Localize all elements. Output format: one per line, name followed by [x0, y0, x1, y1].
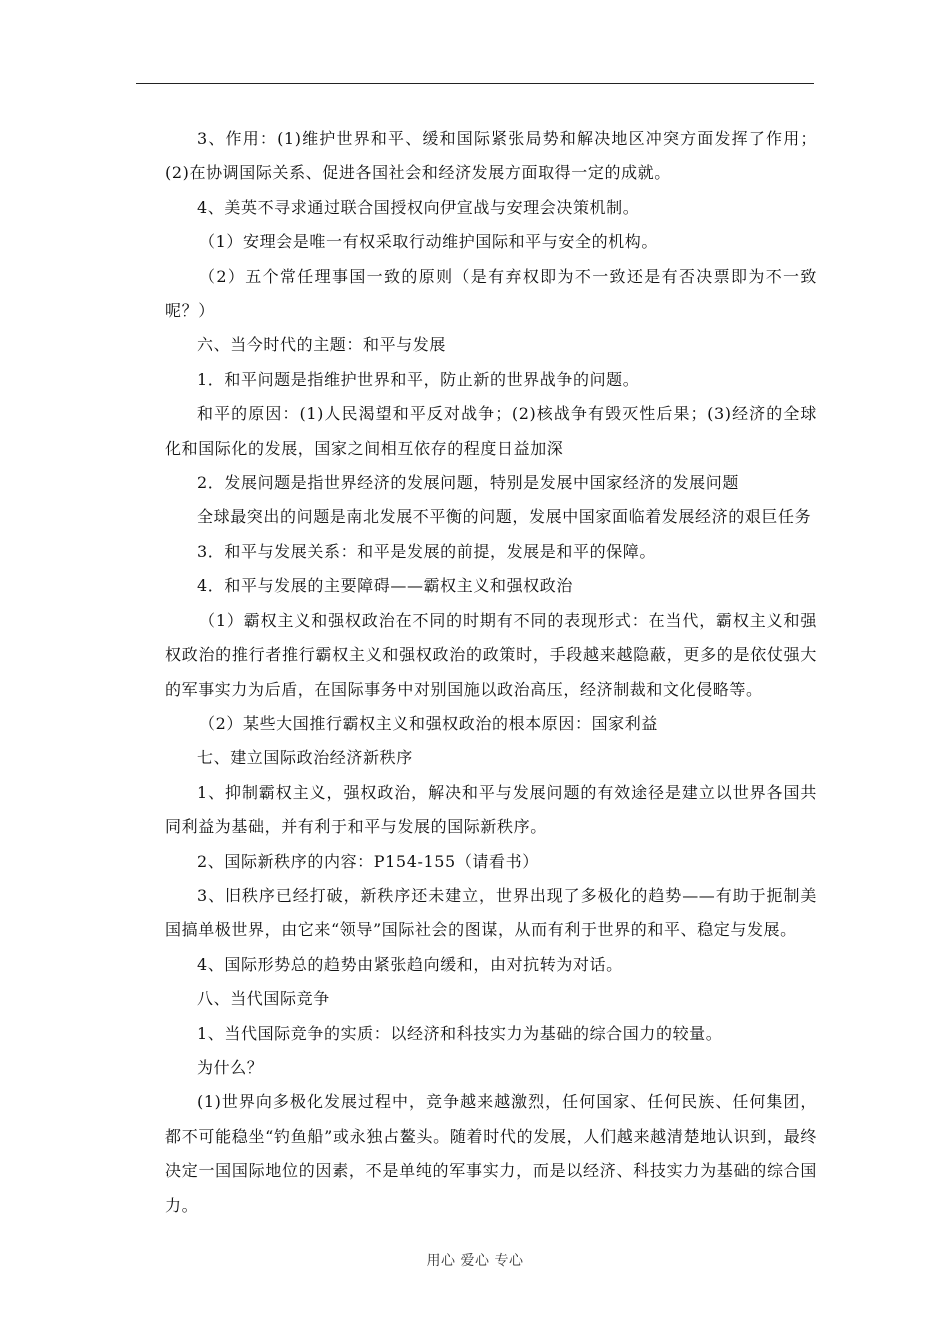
paragraph: （2）某些大国推行霸权主义和强权政治的根本原因：国家利益 — [199, 713, 658, 733]
paragraph: 3．和平与发展关系：和平是发展的前提，发展是和平的保障。 — [197, 541, 656, 561]
paragraph: （1）霸权主义和强权政治在不同的时期有不同的表现形式：在当代，霸权主义和强权政治的推行者推行霸权主义和强权政治的政策时，手段越来越隐蔽，更多的是依仗强大的军事实力为后盾，在国际事务中对别国施以政治高压，经济制裁和文化侵略等。 — [165, 610, 817, 699]
paragraph: 3、作用：(1)维护世界和平、缓和国际紧张局势和解决地区冲突方面发挥了作用；(2)在协调国际关系、促进各国社会和经济发展方面取得一定的成就。 — [165, 129, 817, 183]
paragraph: 和平的原因：(1)人民渴望和平反对战争；(2)核战争有毁灭性后果；(3)经济的全球化和国际化的发展，国家之间相互依存的程度日益加深 — [165, 404, 817, 458]
paragraph: (1)世界向多极化发展过程中，竞争越来越激烈，任何国家、任何民族、任何集团，都不可能稳坐“钓鱼船”或永独占鳌头。随着时代的发展，人们越来越清楚地认识到，最终决定一国国际地位的因素，不是单纯的军事实力，而是以经济、科技实力为基础的综合国力。 — [165, 1092, 817, 1215]
document-body — [165, 122, 817, 1223]
paragraph: 1、抑制霸权主义，强权政治，解决和平与发展问题的有效途径是建立以世界各国共同利益为基础，并有利于和平与发展的国际新秩序。 — [165, 782, 817, 837]
paragraph: 4、美英不寻求通过联合国授权向伊宣战与安理会决策机制。 — [197, 197, 640, 217]
section-heading: 八、当代国际竞争 — [197, 989, 330, 1009]
section-heading: 七、建立国际政治经济新秩序 — [197, 748, 413, 768]
paragraph: 1、当代国际竞争的实质：以经济和科技实力为基础的综合国力的较量。 — [197, 1023, 723, 1043]
paragraph: 全球最突出的问题是南北发展不平衡的问题，发展中国家面临着发展经济的艰巨任务 — [197, 507, 812, 527]
paragraph: 2、国际新秩序的内容：P154-155（请看书） — [197, 851, 539, 871]
header-rule — [136, 83, 814, 84]
paragraph: 2．发展问题是指世界经济的发展问题，特别是发展中国家经济的发展问题 — [197, 473, 739, 493]
paragraph: （1）安理会是唯一有权采取行动维护国际和平与安全的机构。 — [199, 232, 658, 252]
paragraph: 4．和平与发展的主要障碍——霸权主义和强权政治 — [197, 576, 573, 596]
paragraph: 4、国际形势总的趋势由紧张趋向缓和，由对抗转为对话。 — [197, 954, 623, 974]
paragraph: 为什么？ — [197, 1057, 264, 1077]
paragraph: 3、旧秩序已经打破，新秩序还未建立，世界出现了多极化的趋势——有助于扼制美国搞单极世界，由它来“领导”国际社会的图谋，从而有利于世界的和平、稳定与发展。 — [165, 885, 817, 940]
page-footer: 用心 爱心 专心 — [426, 1253, 524, 1269]
paragraph: （2）五个常任理事国一致的原则（是有弃权即为不一致还是有否决票即为不一致呢？） — [165, 266, 817, 321]
paragraph: 1．和平问题是指维护世界和平，防止新的世界战争的问题。 — [197, 369, 640, 389]
section-heading: 六、当今时代的主题：和平与发展 — [197, 335, 447, 355]
